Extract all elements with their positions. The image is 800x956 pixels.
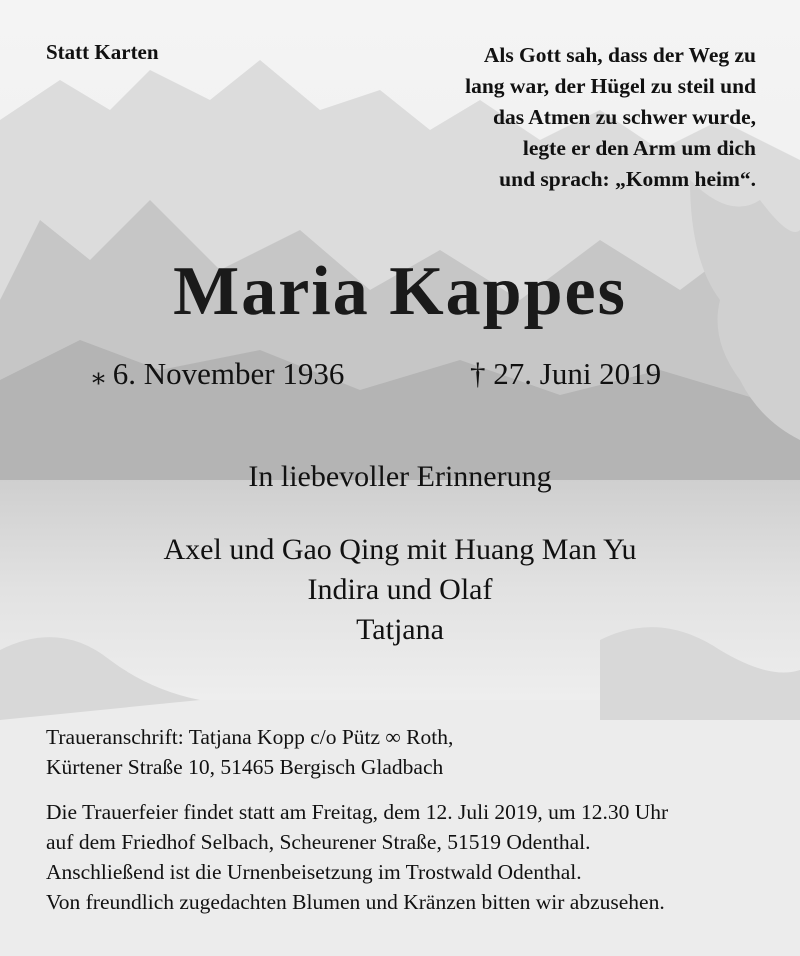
funeral-notice [46,797,766,917]
notice-line: auf dem Friedhof Selbach, Scheurener Straße, 51519 Odenthal. [46,830,591,854]
memory-line: In liebevoller Erinnerung [248,460,552,493]
notice-line: Von freundlich zugedachten Blumen und Kränzen bitten wir abzusehen. [46,890,665,914]
mourners-list [0,530,800,650]
notice-line: Die Trauerfeier findet statt am Freitag, dem 12. Juli 2019, um 12.30 Uhr [46,800,669,824]
death-cross-icon: † [470,356,486,391]
birth-date: 6. November 1936 [112,356,345,391]
notice-line: Anschließend ist die Urnenbeisetzung im Trostwald Odenthal. [46,860,582,884]
deceased-name: Maria Kappes [173,253,627,330]
verse-line: und sprach: „Komm heim“. [499,167,756,191]
statt-karten-label: Statt Karten [46,40,159,64]
death-date-group [470,356,661,392]
address-line: Traueranschrift: Tatjana Kopp c/o Pütz ∞ Roth, [46,725,454,749]
mourner-line: Indira und Olaf [307,573,493,606]
verse-line: legte er den Arm um dich [522,136,756,160]
verse-line: das Atmen zu schwer wurde, [493,105,756,129]
birth-star-icon: ⁎ [92,361,105,390]
mourner-line: Tatjana [356,613,444,646]
birth-date-group [92,356,344,392]
mourning-address [46,722,453,782]
verse-line: Als Gott sah, dass der Weg zu [483,43,756,67]
verse-line: lang war, der Hügel zu steil und [465,74,756,98]
verse-block [316,40,756,195]
address-line: Kürtener Straße 10, 51465 Bergisch Gladbach [46,755,444,779]
mourner-line: Axel und Gao Qing mit Huang Man Yu [163,533,637,566]
death-date: 27. Juni 2019 [493,356,662,391]
